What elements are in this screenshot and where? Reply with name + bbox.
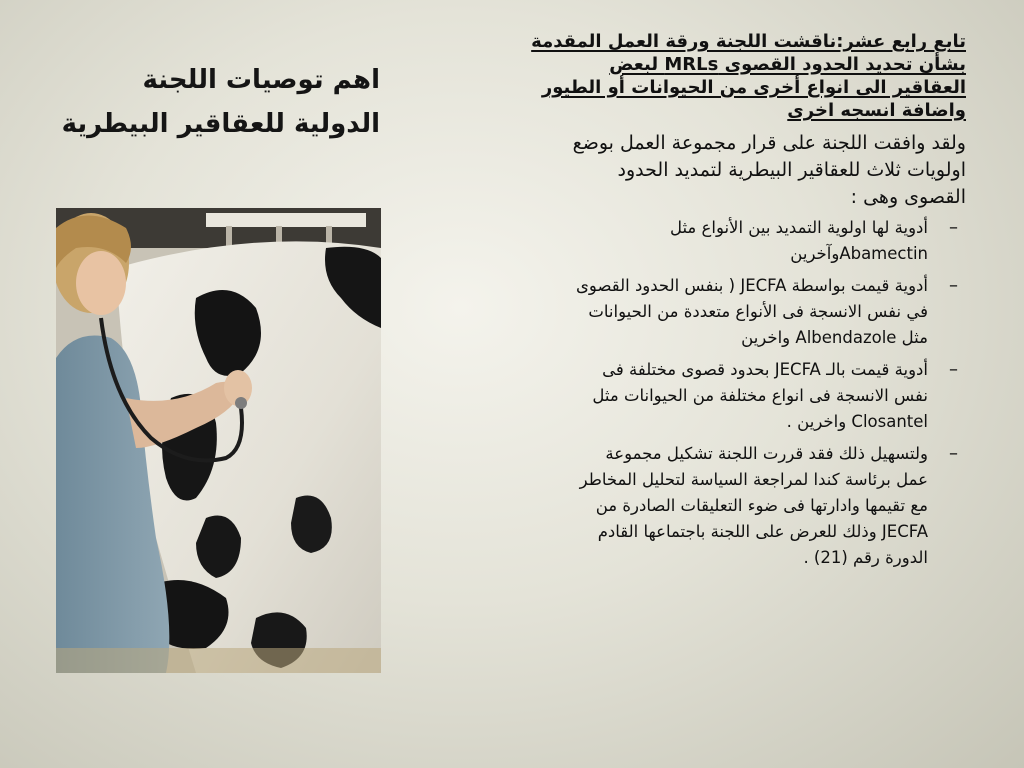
slide-heading [400,30,966,122]
bullet-line: الدورة رقم (21) . [803,548,928,567]
bullet-item [460,441,966,571]
dash-bullet-icon: – [949,359,958,380]
bullet-line: مثل Albendazole واخرين [741,328,928,347]
content-column [400,30,966,577]
dash-bullet-icon: – [949,217,958,238]
bullet-line: أدوية قيمت بالـ JECFA بحدود قصوى مختلفة فى [602,360,928,379]
dash-bullet-icon: – [949,443,958,464]
bullet-line: في نفس الانسجة فى الأنواع متعددة من الحيوانات [588,302,928,321]
bullet-line: JECFA وذلك للعرض على اللجنة باجتماعها القادم [597,522,928,541]
bullet-line: مع تقيمها وادارتها فى ضوء التعليقات الصادرة من [595,496,928,515]
bullet-item [460,215,966,267]
bullet-item [460,273,966,351]
intro-line: اولويات ثلاث للعقاقير البيطرية لتمديد الحدود [617,159,966,181]
bullet-line: Closantel واخرين . [786,412,928,431]
intro-paragraph [440,130,966,211]
bullet-line: Abamectinوآخرين [790,244,928,263]
bullet-item [460,357,966,435]
title-line: اهم توصيات اللجنة [142,65,380,95]
heading-line: تابع رابع عشر:ناقشت اللجنة ورقة العمل المقدمة [531,31,966,52]
intro-line: القصوى وهى : [850,186,966,208]
bullet-list [400,215,966,571]
bullet-line: أدوية قيمت بواسطة JECFA ( بنفس الحدود القصوى [576,276,928,295]
slide-title [40,58,380,146]
heading-line: العقاقير الى انواع أخرى من الحيوانات أو الطيور [541,77,966,98]
dash-bullet-icon: – [949,275,958,296]
heading-line: بشأن تحديد الحدود القصوى MRLs لبعض [609,54,966,75]
bullet-line: نفس الانسجة فى انواع مختلفة من الحيوانات مثل [592,386,928,405]
title-line: الدولية للعقاقير البيطرية [61,109,380,139]
veterinarian-cow-photo [56,208,381,673]
heading-line: واضافة انسجه اخرى [787,100,966,121]
bullet-line: أدوية لها اولوية التمديد بين الأنواع مثل [669,218,928,237]
intro-line: ولقد وافقت اللجنة على قرار مجموعة العمل بوضع [572,132,966,154]
bullet-line: ولتسهيل ذلك فقد قررت اللجنة تشكيل مجموعة [605,444,928,463]
bullet-line: عمل برئاسة كندا لمراجعة السياسة لتحليل المخاطر [579,470,928,489]
